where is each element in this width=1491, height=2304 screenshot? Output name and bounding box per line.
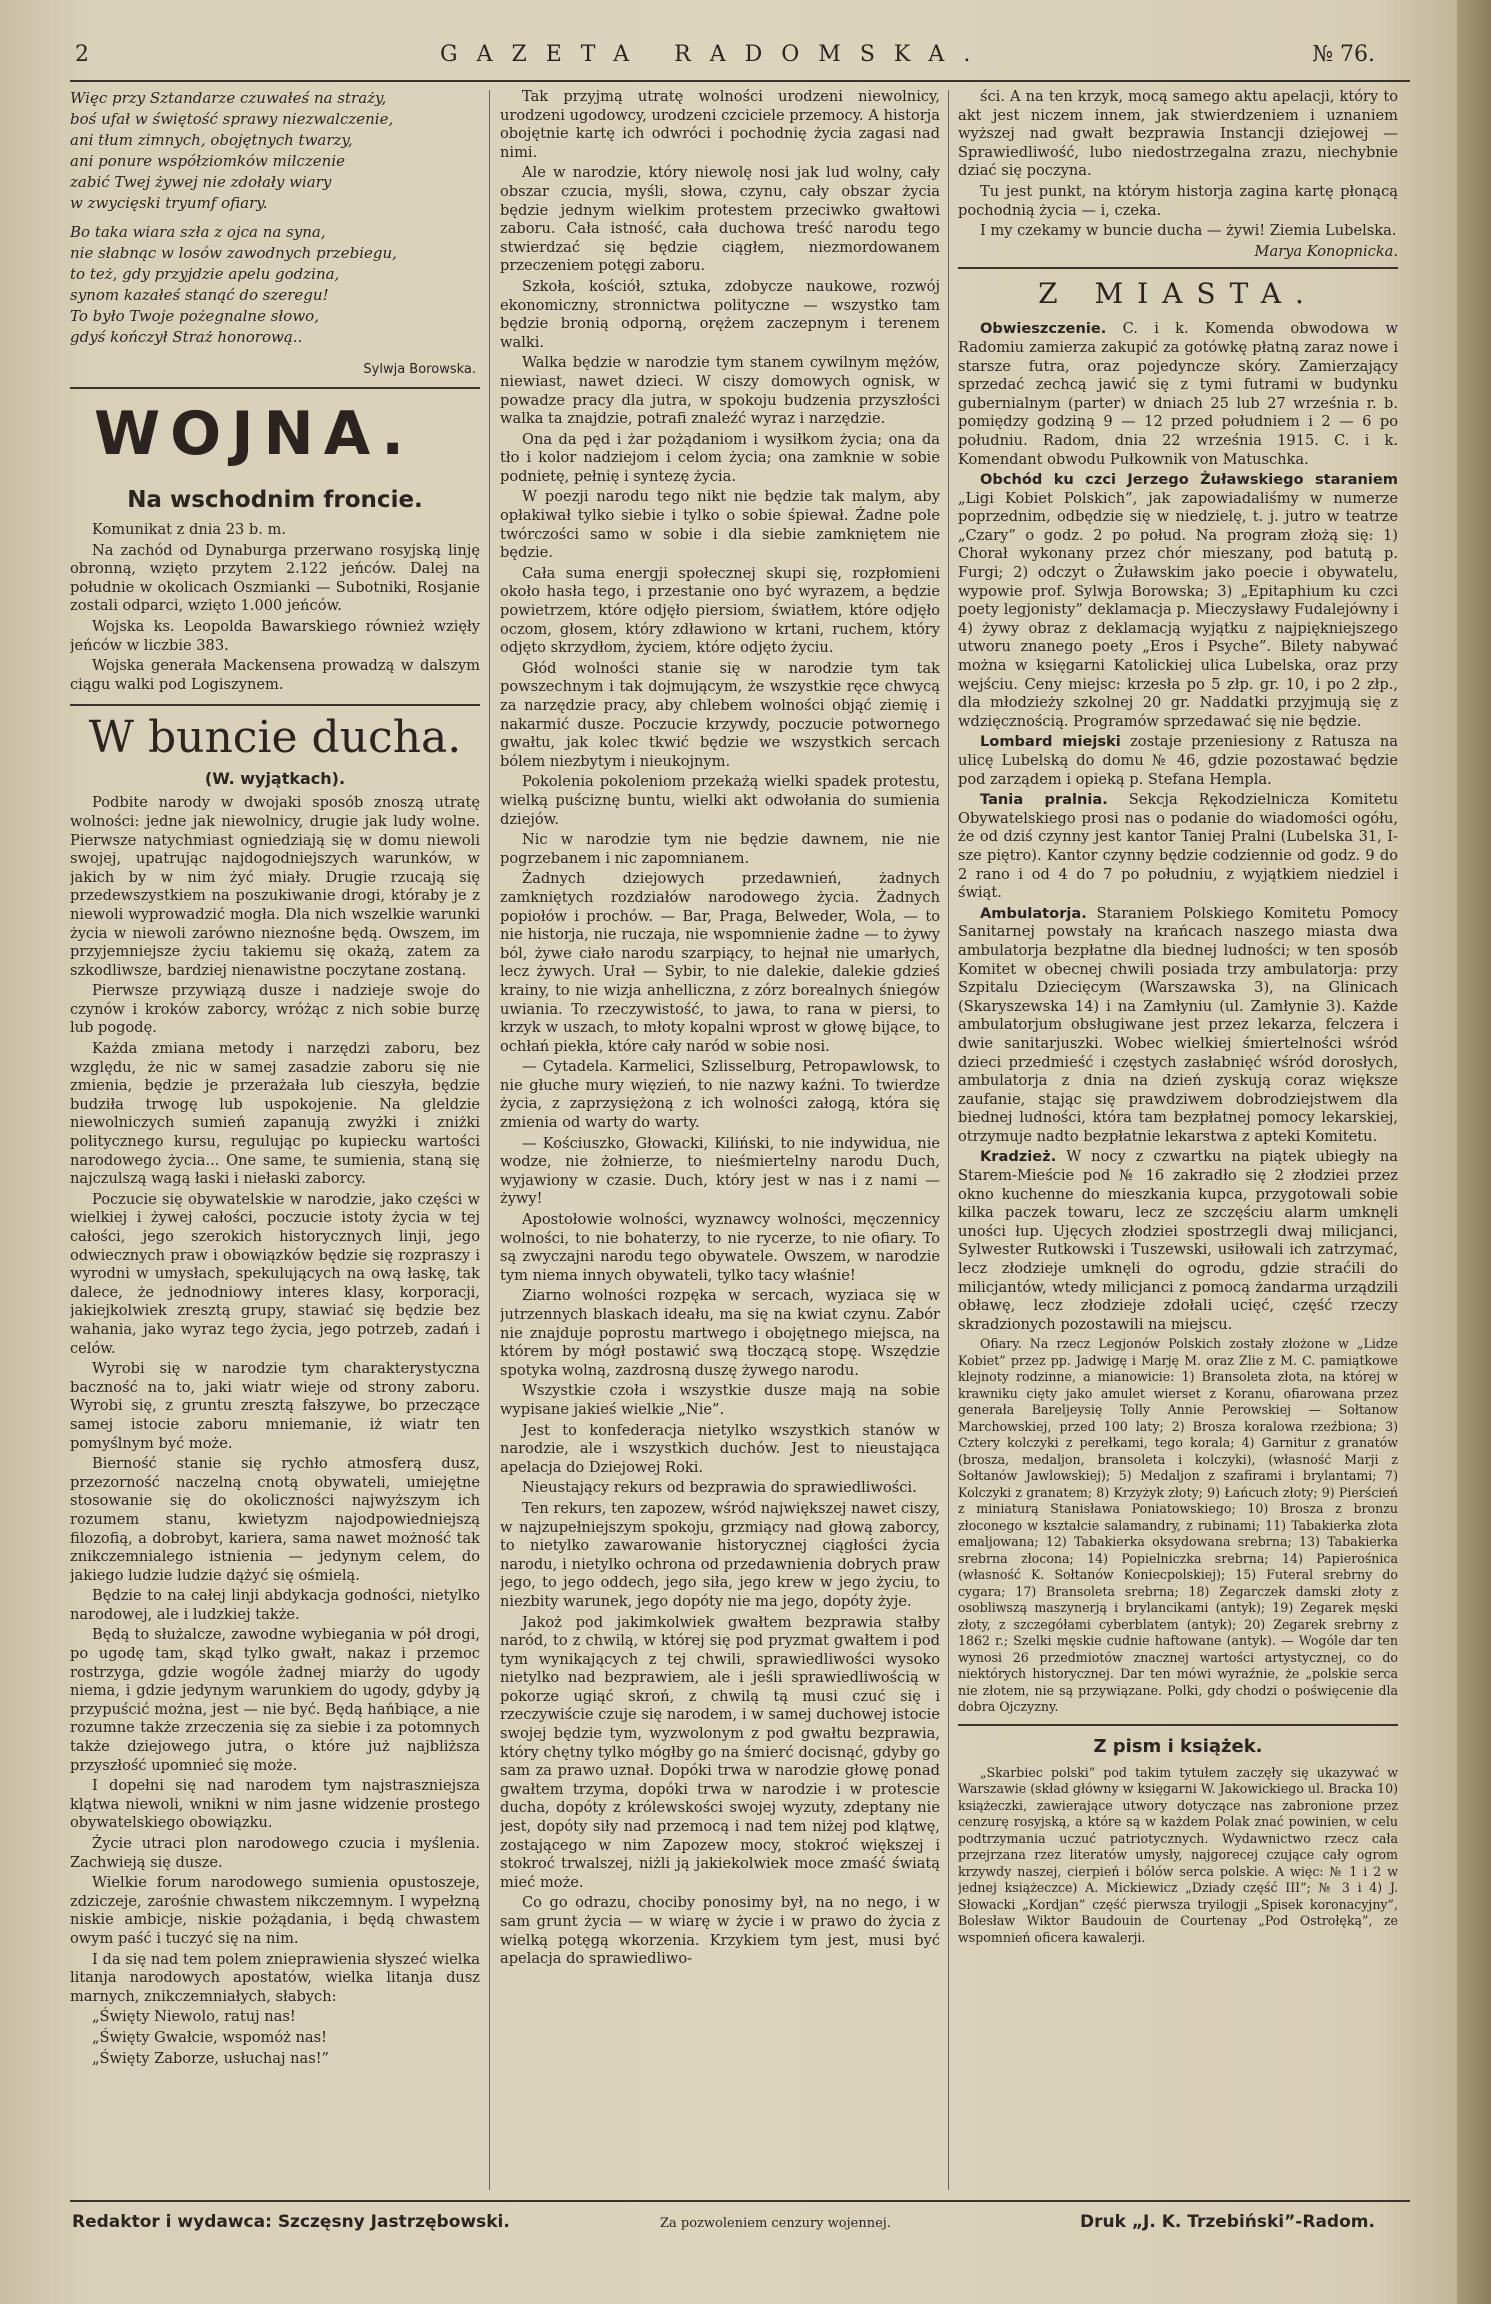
news-item xyxy=(958,1148,1398,1334)
news-item xyxy=(958,791,1398,903)
section-rule xyxy=(958,1724,1398,1726)
issue-number: № 76. xyxy=(1312,42,1375,67)
footer-censorship: Za pozwoleniem cenzury wojennej. xyxy=(660,2216,891,2231)
wojna-headline: WOJNA. xyxy=(94,399,415,469)
poem-line: Więc przy Sztandarze czuwałeś na straży, xyxy=(70,89,387,107)
paragraph: Będą to służalcze, zawodne wybiegania w pół drogi, po ugodę tam, skąd tylko gwałt, nakaz i przemoc rostrzyga, gdzie wogóle żadnej miarży do ugody niema, i gdzie jedynym warunkiem do ugody, gdyby ją przypuścić można, jest — nie być. Będą hańbiące, a nie rozumne także zrzeczenia się za siebie i za potomnych także dziejowego jutra, o które już najbliższa przyszłość upomnieć się może. xyxy=(70,1626,480,1774)
news-item-lead: Obwieszczenie. xyxy=(980,320,1107,338)
paragraph: — Kościuszko, Głowacki, Kiliński, to nie indywidua, nie wodze, nie żołnierze, to nieśmiertelny narodu Duch, wyjawiony w czasie. Duch, który jest w nas i z nami — żywy! xyxy=(500,1134,940,1208)
paragraph: Głód wolności stanie się w narodzie tym tak powszechnym i tak dojmującym, że wszystkie ręce chwycą za narzędzie pracy, aby chlebem wolności objąć ziemię i nakarmić dusze. Poczucie krzywdy, poczucie potwornego gwałtu, jak kolec tkwić będzie we wszystkich sercach bólem niezbytym i nieukojnym. xyxy=(500,659,940,770)
paragraph: Wielkie forum narodowego sumienia opustoszeje, zdziczeje, zarośnie chwastem nikczemnym. I wypełzną niskie ambicje, niskie pożądania, i będą chwastem owym paść i tuczyć się na nim. xyxy=(70,1874,480,1947)
buncie-article xyxy=(70,794,480,2068)
header-rule xyxy=(70,80,1410,82)
paragraph: Jest to konfederacja nietylko wszystkich stanów w narodzie, ale i wszystkich duchów. Jest to nieustająca apelacja do Dziejowej Roki. xyxy=(500,1421,940,1476)
section-rule xyxy=(70,387,480,389)
paragraph: I da się nad tem polem znieprawienia słyszeć wielka litanja narodowych apostatów, wielka litanja dusz marnych, znikczemniałych, słabych: xyxy=(70,1950,480,2005)
paragraph: Pokolenia pokoleniom przekażą wielki spadek protestu, wielką puściznę buntu, wielki akt odwołania do sumienia dziejów. xyxy=(500,773,940,828)
column-3 xyxy=(958,88,1398,2188)
poem-line: w zwycięski tryumf ofiary. xyxy=(70,194,268,212)
paragraph: Będzie to na całej linji abdykacja godności, nietylko narodowej, ale i ludzkiej także. xyxy=(70,1587,480,1623)
poem-line: zabić Twej żywej nie zdołały wiary xyxy=(70,173,332,191)
paragraph: Tu jest punkt, na którym historja zagina kartę płonącą pochodnią życia — i, czeka. xyxy=(958,182,1398,219)
news-item-text: „Ligi Kobiet Polskich”, jak zapowiadaliśmy w numerze poprzednim, odbędzie się w niedzielę, t. j. jutro w teatrze „Czary” o godz. 2 po połud. Na program złożą się: 1) Chorał wykonany przez chór mieszany, pod batutą p. Furgi; 2) odczyt o Żuławskim jako poecie i obywatelu, wypowie prof. Sylwja Borowska; 3) „Epitaphium ku czci poety legjonisty” deklamacja p. Mieczysławy Fudalejówny i 4) żywy obraz z deklamacją wyjątku z najpiękniejszego utworu znanego poety „Eros i Psyche”. Bilety nabywać można w księgarni Katolickiej ulica Lubelska, oraz przy wejściu. Ceny miejsc: krzesła po 5 złp. gr. 10, i po 2 złp., dla młodzieży szkolnej 20 gr. Naddatki przyjmują się z wdzięcznością. Programów sprzedawać się nie będzie. xyxy=(958,489,1398,730)
paragraph: Walka będzie w narodzie tym stanem cywilnym mężów, niewiast, nawet dzieci. W ciszy domowych ognisk, w powadze pracy dla jutra, w spokoju budzenia przyszłości walka ta znajdzie, potrafi znaleźć wyraz i narzędzie. xyxy=(500,354,940,428)
buncie-title: W buncie ducha. xyxy=(88,712,462,764)
news-item-lead: Lombard miejski xyxy=(980,733,1121,751)
paragraph: „Święty Zaborze, usłuchaj nas!” xyxy=(92,2049,330,2067)
paragraph: Bierność stanie się rychło atmosferą dusz, przezorność naczelną cnotą obywateli, umiejętne stosowanie się do okoliczności najwyższym ich rozumem stanu, kwietyzm najodpowiedniejszą filozofią, a dobrobyt, kariera, sama nawet możność tak znikczemnialego istnienia — jedynym celem, do jakiego ludzie ludzie dążyć się ośmielą. xyxy=(70,1455,480,1584)
news-item-text: Sekcja Rękodzielnicza Komitetu Obywatelskiego prosi nas o podanie do wiadomości ogółu, że od dziś czynny jest kantor Taniej Pralni (Lubelska 31, I-sze piętro). Kantor czynny będzie codziennie od godz. 9 do 2 rano i od 4 do 7 po południu, z wyjątkiem niedziel i świąt. xyxy=(958,791,1398,902)
column-1 xyxy=(70,88,480,2188)
paragraph: Ziarno wolności rozpęka w sercach, wyziaca się w jutrzennych blaskach ideału, ma się na kwiat czynu. Zabór nie znajduje poprostu martwego i obojętnego miejsca, na którem by mógł postawić swą tłoczącą stopę. Wszędzie spotyka wolną, zazdrosną duszę żywego narodu. xyxy=(500,1287,940,1379)
footer-rule xyxy=(70,2200,1410,2202)
z-pism-heading: Z pism i książek. xyxy=(1093,1735,1263,1757)
paragraph: Komunikat z dnia 23 b. m. xyxy=(92,521,287,538)
paragraph: Każda zmiana metody i narzędzi zaboru, bez względu, że nic w samej zasadzie zaboru się nie zmienia, będzie je przerażała lub cieszyła, będzie budziła trwogę lub uspokojenie. Na gleldzie niewolniczych sumień zapanują zwyżki i zniżki politycznego kursu, regulując po kupiecku wartości narodowego życia... One same, te sumienia, staną się najczulszą wagą łaski i niełaski zaborcy. xyxy=(70,1040,480,1188)
paragraph: Nieustający rekurs od bezprawia do sprawiedliwości. xyxy=(522,1479,917,1497)
column-divider xyxy=(948,90,949,2190)
article-signature: Marya Konopnicka. xyxy=(1254,242,1398,260)
news-item-text: C. i k. Komenda obwodowa w Radomiu zamierza zakupić za gotówkę płatną zaraz nowe i starsze futra, oraz pojedyncze skóry. Zamierzający sprzedać zechcą jawić się z tymi futrami w budynku gubernialnym (parter) w dniach 25 lub 27 września r. b. pomiędzy godziną 9 — 12 przed południem i 2 — 6 po południu. Radom, dnia 22 września 1915. C. i k. Komendant obwodu Pułkownik von Matuschka. xyxy=(958,320,1398,468)
page-edge-strip xyxy=(1457,0,1491,2304)
poem-line: To było Twoje pożegnalne słowo, xyxy=(70,307,319,325)
city-news xyxy=(958,320,1398,1334)
buncie-article-end xyxy=(958,88,1398,220)
paragraph: Tak przyjmą utratę wolności urodzeni niewolnicy, urodzeni ugodowcy, urodzeni czciciele przemocy. A historja obojętnie kartę ich odwróci i pochodnię życia zagasi nad nimi. xyxy=(500,88,940,161)
poem-line: ani ponure współziomków milczenie xyxy=(70,152,345,170)
poem-line: ani tłum zimnych, obojętnych twarzy, xyxy=(70,131,353,149)
paragraph: Ten rekurs, ten zapozew, wśród największej nawet ciszy, w najzupełniejszym spokoju, grzmiący nad głową zaborcy, to nietylko zawarowanie historycznej ciągłości życia narodu, i nietylko ochrona od przedawnienia dobrych praw jego, to jego oddech, jego siła, jego krew w jego życiu, to niezbity warunek, jego dopóty nie ma jego, dopóty żyje. xyxy=(500,1499,940,1610)
z-pism-text: „Skarbiec polski” pod takim tytułem zaczęły się ukazywać w Warszawie (skład główny w księgarni W. Jakowickiego ul. Bracka 10) książeczki, zawierające utwory dotyczące nas zabronione przez cenzurę rosyjską, a które są w każdem Polak znać powinien, w celu podtrzymania uczuć patriotycznych. Wydawnictwo rzecz cała przejrzana rzez literatów umysły, najgorecej czujące cały ogrom krzywdy naszej, cierpień i bólów serca polskie. A więc: № 1 i 2 w jednej książeczce) A. Mickiewicz „Dziady część III”; № 3 i 4) J. Słowacki „Kordjan” część pierwsza tryilogji „Spisek koronacyjny”, Bolesław Wiktor Baudouin de Courtenay „Pod Ostrołęką”, ze wspomnień oficera kawalerji. xyxy=(958,1764,1398,1945)
poem-line: gdyś kończył Straż honorową.. xyxy=(70,328,303,346)
news-item-lead: Ambulatorja. xyxy=(980,904,1087,922)
news-item xyxy=(958,471,1398,731)
paragraph: Poczucie się obywatelskie w narodzie, jako części w wielkiej i żywej całości, poczucie istoty życia w tej całości, jego szerokich historycznych linji, jego odwiecznych praw i obowiązków będzie się rozpraszy i wyrodni w umysłach, spekulujących na ową łaskę, tak dalece, że jednodniowy interes klasy, korporacji, jakiejkolwiek zresztą grupy, stawiać się będzie bez wahania, jako wyraz tego życia, jego potrzeb, zadań i celów. xyxy=(70,1190,480,1357)
paragraph: „Święty Gwałcie, wspomóż nas! xyxy=(92,2028,327,2046)
paragraph: ści. A na ten krzyk, mocą samego aktu apelacji, który to akt jest niczem innem, jak stwierdzeniem i uznaniem wyższej nad gwałt bezprawia Instancji dziejowej — Sprawiedliwość, lubo niedostrzegalna zrazu, niechybnie dziać się poczyna. xyxy=(958,88,1398,180)
z-miasta-heading: Z MIASTA. xyxy=(1038,277,1318,311)
paragraph: Cała suma energji społecznej skupi się, rozpłomieni około hasła tego, i przestanie ono być wyrazem, a będzie powietrzem, które odjęło piersiom, światłem, które odjęło oczom, głosem, który zdławiono w krtani, ruchem, który odjęto skrzydłom, życiem, które odjęto życiu. xyxy=(500,564,940,657)
footer-printer: Druk „J. K. Trzebiński”-Radom. xyxy=(1080,2212,1375,2232)
news-item-text: zostaje przeniesiony z Ratusza na ulicę Lubelską do domu № 46, gdzie pozostawać będzie pod zarządem i opieką p. Stefana Hempla. xyxy=(958,733,1398,788)
paragraph: Pierwsze przywiązą dusze i nadzieje swoje do czynów i kroków zaborcy, wróżąc z nich sobie burzę lub pogodę. xyxy=(70,982,480,1037)
paragraph: „Święty Niewolo, ratuj nas! xyxy=(92,2008,296,2026)
paragraph: Szkoła, kościół, sztuka, zdobycze naukowe, rozwój ekonomiczny, stronnictwa polityczne — wszystko tam będzie bronią odporną, orężem zaczepnym i terenem walki. xyxy=(500,277,940,351)
poem xyxy=(70,88,480,348)
news-item-text: W nocy z czwartku na piątek ubiegły na Starem-Mieście pod № 16 zakradło się 2 złodziei przez okno kuchenne do mieszkania kupca, przygotowali sobie kilka paczek towaru, lecz ze szczęściu alarm umknęli uności łup. Ujęcych złodziei spostrzegli dwaj milicjanci, Sylwester Rutkowski i Tuszewski, usiłowali ich zatrzymać, lecz złodzieje umknęli do ogrodu, gdzie straćili do milicjantów, wtedy milicjanci z pomocą żandarma urządzili obławę, lecz złodzieje zdołali ucięć, część rzeczy skradzionych pozostawili na miejscu. xyxy=(958,1148,1398,1333)
poem-signature: Sylwja Borowska. xyxy=(363,362,476,377)
poem-line: boś ufał w świętość sprawy niezwalczenie, xyxy=(70,110,394,128)
newspaper-title: GAZETA RADOMSKA. xyxy=(440,42,990,67)
page-number: 2 xyxy=(75,42,89,67)
poem-line: Bo taka wiara szła z ojca na syna, xyxy=(70,223,326,241)
section-rule xyxy=(958,267,1398,269)
buncie-subtitle: (W. wyjątkach). xyxy=(204,769,346,789)
front-title: Na wschodnim froncie. xyxy=(127,487,423,513)
news-item-lead: Obchód ku czci Jerzego Żuławskiego staraniem xyxy=(980,471,1398,489)
paragraph: Wojska generała Mackensena prowadzą w dalszym ciągu walki pod Logiszynem. xyxy=(70,657,480,693)
buncie-article-continued xyxy=(500,88,940,1969)
paragraph: Wyrobi się w narodzie tym charakterystyczna baczność na to, jaki wiatr wieje od strony zaboru. Wyrobi się, z gruntu zresztą fałszywe, bo przeczące samej istocie zaboru mniemanie, iż wiatr ten pomyślnym być może. xyxy=(70,1360,480,1452)
ofiary-notice: Ofiary. Na rzecz Legjonów Polskich zostały złożone w „Lidze Kobiet” przez pp. Jadwigę i Marję M. oraz Zlie z M. C. pamiątkowe klejnoty rodzinne, a mianowicie: 1) Bransoleta złota, na której w krawniku cięty jako amulet wierset z Koranu, ofiarowana przez generała Bareljeysię Tolly Annie Perowskiej — Sołtanow Marchowskiej, przed 100 laty; 2) Brosza koralowa rzeźbiona; 3) Cztery kolczyki z perełkami, tego korala; 4) Garnitur z granatów (brosza, medaljon, bransoleta i kolczyki), (własność Marji z Sołtanów Jawlowskiej); 5) Medaljon z szafirami i brylantami; 7) Kolczyki z granatem; 8) Krzyżyk złoty; 9) Łańcuch złoty; 9) Pierścień z miniaturą Stanisława Poniatowskiego; 10) Brosza z bronzu złoconego w kształcie salamandry, z rubinami; 11) Tabakierka złota emaljowana; 12) Tabakierka oksydowana srebrna; 13) Tabakierka srebrna złocona; 14) Popielniczka srebrna; 14) Papierośnica (własność K. Sołtanów Koniecpolskiej); 15) Futeral srebrny do cygara; 17) Bransoleta srebrna; 18) Zegarczek damski złoty z osobliwszą maszynerją i brylancikami (antyk); 19) Zegarek męski złoty, z szczegółami cyberblatem (antyk); 20) Zegarek srebrny z 1862 r.; Szelki męskie cudnie haftowane (antyk). — Wogóle dar ten wynosi 26 przedmiotów znacznej wartości artystycznej, co do niektórych historycznej. Dar ten mówi wyraźnie, że „polskie serca nie złotem, nie są przywiązane. Polki, gdy chodzi o poświęcenie dla dobra Ojczyzny. xyxy=(958,1336,1398,1715)
paragraph: Co go odrazu, chociby ponosimy był, na no nego, i w sam grunt życia — w wiarę w życie i w prawo do życia z wielką potęgą wkorzenia. Krzykiem tym jest, musi być apelacja do sprawiedliwo- xyxy=(500,1894,940,1968)
paragraph: I dopełni się nad narodem tym najstraszniejsza klątwa niewoli, wnikni w nim jasne widzenie prostego obywatelskiego obowiązku. xyxy=(70,1777,480,1832)
paragraph: Podbite narody w dwojaki sposób znoszą utratę wolności: jedne jak niewolnicy, drugie jak ludy wolne. Pierwsze natychmiast ogniedziają się w domu niewoli swojej, upatrując najdogodniejszych warunków, w jakich by w nim żyć miały. Drugie rzucają się przedewszystkiem na poszukiwanie drogi, któraby je z niewoli wyprowadzić mogła. Dla nich wszelkie warunki życia w niewoli zarówno nieznośne będą. Owszem, im przyjemniejsze życiu takiemu się okażą, zatem za szkodliwsze, bardziej nienawistne poczytane zostaną. xyxy=(70,794,480,979)
section-rule xyxy=(70,704,480,706)
poem-line: synom kazałeś stanąć do szeregu! xyxy=(70,286,329,304)
news-item-lead: Tania pralnia. xyxy=(980,791,1108,809)
paragraph: Wojska ks. Leopolda Bawarskiego również wzięły jeńców w liczbie 383. xyxy=(70,617,480,654)
paragraph: — Cytadela. Karmelici, Szlisselburg, Petropawlowsk, to nie głuche mury więzień, to nie nazwy kaźni. To twierdze życia, z zaprzysiężoną z ich wolności załogą, która się zmienia od warty do warty. xyxy=(500,1058,940,1132)
poem-line: to też, gdy przyjdzie apelu godzina, xyxy=(70,265,340,283)
paragraph: Na zachód od Dynaburga przerwano rosyjską linję obronną, wzięto przytem 2.122 jeńców. Dalej na południe w okolicach Oszmianki — Subotniki, Rosjanie zostali odparci, wzięto 1.000 jeńców. xyxy=(70,541,480,615)
news-item-lead: Kradzież. xyxy=(980,1148,1057,1166)
page-header xyxy=(70,38,1400,78)
paragraph: W poezji narodu tego nikt nie będzie tak malym, aby opłakiwał tylko siebie i tylko o sobie śpiewał. Żadne pole twórczości samo w sobie i dla siebie zamkniętem nie będzie. xyxy=(500,488,940,562)
paragraph: Apostołowie wolności, wyznawcy wolności, męczennicy wolności, to nie bohaterzy, to nie rycerze, to nie ofiary. To są zwyczajni narodu tego obywatele. Owszem, w narodzie tym niema innych obywateli, tylko tacy właśnie! xyxy=(500,1211,940,1284)
column-2 xyxy=(500,88,940,2188)
news-item-text: Staraniem Polskiego Komitetu Pomocy Sanitarnej powstały na krańcach naszego miasta dwa ambulatorja bezpłatne dla biednej ludności; w ten sposób Komitet w obecnej chwili posiada trzy ambulatorja: przy Szpitalu Dziecięcym (Warszawska 3), na Glinicach (Skaryszewska 14) i na Zamłyniu (ul. Zamłynie 3). Każde ambulatorjum obsługiwane jest przez lekarza, felczera i dwie sanitarjuszki. Wobec wielkiej śmiertelności wśród dzieci przedmieść i częstych zasłabnięć wśród dorosłych, ambulatorja z dnia na dzień zyskują coraz większe zaufanie, stając się prawdziwem dobrodziejstwem dla biednej ludności, która tam bezpłatnej pomocy lekarskiej, otrzymuje nadto bezpłatnie lekarstwa z apteki Komitetu. xyxy=(958,904,1398,1145)
paragraph: Nic w narodzie tym nie będzie dawnem, nie nie pogrzebanem i nic zapomnianem. xyxy=(500,831,940,867)
news-item xyxy=(958,733,1398,789)
poem-line: nie słabnąc w losów zawodnych przebiegu, xyxy=(70,244,397,262)
article-closing-line: I my czekamy w buncie ducha — żywi! Ziemia Lubelska. xyxy=(980,222,1397,240)
paragraph: Ona da pęd i żar pożądaniom i wysiłkom życia; ona da tło i kolor nadziejom i celom życia; ona zamknie w sobie podnietę, pełnię i syntezę życia. xyxy=(500,430,940,485)
news-item xyxy=(958,905,1398,1147)
footer-editor: Redaktor i wydawca: Szczęsny Jastrzębowski. xyxy=(72,2212,510,2232)
column-divider xyxy=(489,90,490,2190)
paragraph: Wszystkie czoła i wszystkie dusze mają na sobie wypisane jakieś wielkie „Nie”. xyxy=(500,1382,940,1418)
paragraph: Życie utraci plon narodowego czucia i myślenia. Zachwieją się dusze. xyxy=(70,1835,480,1871)
paragraph: Ale w narodzie, który niewolę nosi jak lud wolny, cały obszar czucia, myśli, słowa, czynu, cały obszar życia będzie jednym wielkim protestem przeciwko gwałtowi zaboru. Cała istność, cała duchowa treść narodu tego stwierdzać się będzie ciągłem, niezmordowanem przeczeniem potęgi zaboru. xyxy=(500,164,940,275)
paragraph: Żadnych dziejowych przedawnień, żadnych zamkniętych rozdziałów narodowego życia. Żadnych popiołów i prochów. — Bar, Praga, Belweder, Wola, — to nie historja, nie ruczaja, nie wspomnienie żadne — to żywy ból, żywe ciało narodu szarpiący, to hejnał nie umarłych, lecz żywych. Urał — Sybir, to nie dalekie, dalekie gdzieś krainy, to nie wizja anhelliczna, z zórz borealnych śniegów uwiania. To rzeczywistość, to jawa, to rana w piersi, to krzyk w uszach, to młoty kopalni wprost w głowę bijące, to ochłań piekła, które cały naród w sobie nosi. xyxy=(500,870,940,1055)
paragraph: Jakoż pod jakimkolwiek gwałtem bezprawia stałby naród, to z chwilą, w której się pod pryzmat gwałtem i pod tym wynikających z tej chwili, sprawiedliwości wysoko nietylko nad bezprawiem, ale i jeśli sprawiedliwością w pokorze ugiąć skroń, z chwilą tą musi czuć się i rzeczywiście czuje się narodem, i w samej duchowej istocie swojej będzie tym, wyzwolonym z pod gwałtu bezprawia, który chętny tylko mógłby go na śmierć docisnąć, gdyby go sam za prawo uznał. Dopóki trwa w narodzie głowę ponad gwałtem trzyma, dopóki trwa w narodzie i w protescie ducha, dopóty z królewskości swojej wyzuty, zdeptany nie jest, dopóty siły nad przemocą i nad tem niżej pod klątwę, zostającego w nim Zapozew mocy, stokroć większej i stokroć trwalszej, niżli ją jakiekolwiek moce zmaść światą mieć może. xyxy=(500,1613,940,1891)
front-communique xyxy=(70,521,480,694)
news-item xyxy=(958,320,1398,469)
